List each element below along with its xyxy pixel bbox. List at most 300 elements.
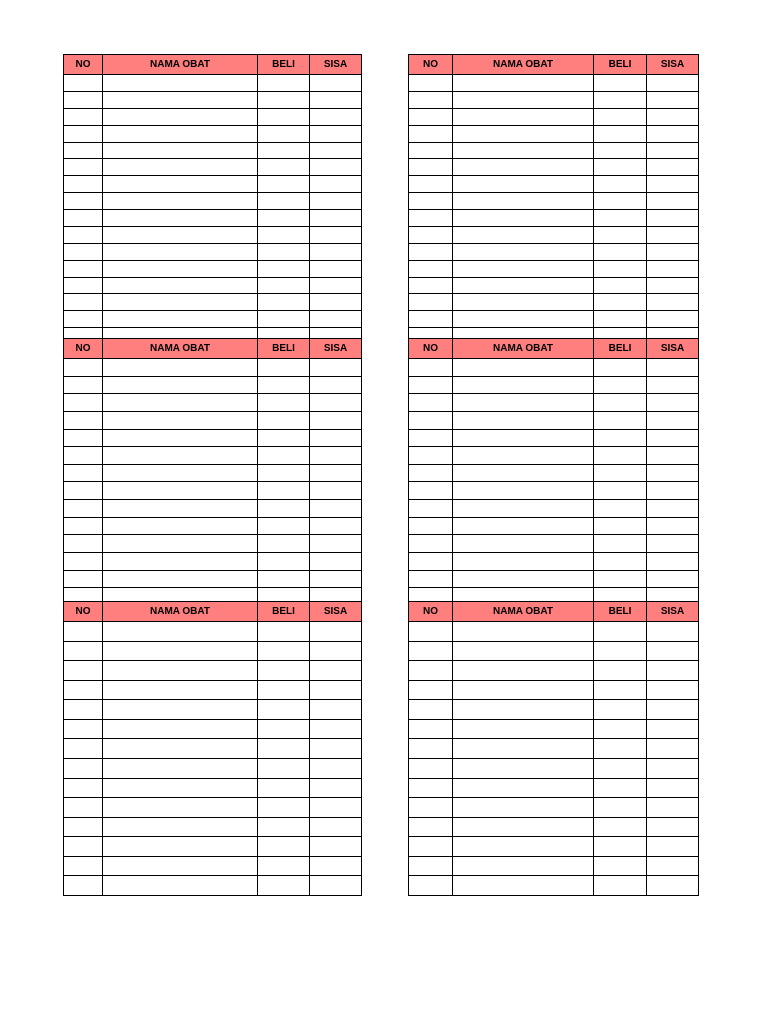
cell-beli[interactable] (594, 159, 647, 176)
cell-sisa[interactable] (310, 517, 362, 535)
cell-nama-obat[interactable] (103, 210, 258, 227)
cell-nama-obat[interactable] (453, 876, 594, 896)
cell-sisa[interactable] (647, 376, 699, 394)
cell-no[interactable] (64, 622, 103, 642)
cell-nama-obat[interactable] (103, 277, 258, 294)
cell-nama-obat[interactable] (103, 876, 258, 896)
cell-sisa[interactable] (310, 75, 362, 92)
cell-beli[interactable] (594, 108, 647, 125)
cell-nama-obat[interactable] (103, 108, 258, 125)
cell-no[interactable] (64, 500, 103, 518)
cell-no[interactable] (409, 570, 453, 588)
cell-beli[interactable] (594, 359, 647, 377)
cell-no[interactable] (409, 210, 453, 227)
cell-beli[interactable] (258, 739, 310, 759)
cell-sisa[interactable] (647, 91, 699, 108)
cell-sisa[interactable] (310, 159, 362, 176)
cell-nama-obat[interactable] (103, 517, 258, 535)
cell-no[interactable] (409, 500, 453, 518)
cell-sisa[interactable] (310, 294, 362, 311)
cell-no[interactable] (64, 142, 103, 159)
cell-beli[interactable] (594, 739, 647, 759)
cell-sisa[interactable] (310, 778, 362, 798)
cell-beli[interactable] (594, 700, 647, 720)
cell-nama-obat[interactable] (453, 226, 594, 243)
cell-no[interactable] (64, 482, 103, 500)
cell-nama-obat[interactable] (103, 837, 258, 857)
cell-beli[interactable] (594, 778, 647, 798)
cell-sisa[interactable] (647, 210, 699, 227)
cell-beli[interactable] (594, 817, 647, 837)
cell-beli[interactable] (258, 311, 310, 328)
cell-no[interactable] (409, 125, 453, 142)
cell-sisa[interactable] (310, 719, 362, 739)
cell-no[interactable] (64, 75, 103, 92)
cell-nama-obat[interactable] (453, 641, 594, 661)
cell-beli[interactable] (258, 394, 310, 412)
cell-nama-obat[interactable] (103, 622, 258, 642)
cell-no[interactable] (64, 680, 103, 700)
cell-no[interactable] (64, 359, 103, 377)
cell-no[interactable] (409, 277, 453, 294)
cell-nama-obat[interactable] (103, 758, 258, 778)
cell-nama-obat[interactable] (103, 553, 258, 571)
cell-nama-obat[interactable] (453, 411, 594, 429)
cell-beli[interactable] (594, 719, 647, 739)
cell-sisa[interactable] (310, 856, 362, 876)
cell-beli[interactable] (258, 482, 310, 500)
cell-sisa[interactable] (310, 758, 362, 778)
cell-sisa[interactable] (310, 661, 362, 681)
cell-nama-obat[interactable] (453, 758, 594, 778)
cell-beli[interactable] (594, 210, 647, 227)
cell-beli[interactable] (258, 719, 310, 739)
cell-no[interactable] (409, 758, 453, 778)
cell-nama-obat[interactable] (103, 176, 258, 193)
cell-nama-obat[interactable] (103, 700, 258, 720)
cell-beli[interactable] (258, 758, 310, 778)
cell-nama-obat[interactable] (453, 500, 594, 518)
cell-no[interactable] (64, 758, 103, 778)
cell-nama-obat[interactable] (453, 739, 594, 759)
cell-no[interactable] (409, 778, 453, 798)
cell-nama-obat[interactable] (103, 680, 258, 700)
cell-nama-obat[interactable] (453, 700, 594, 720)
cell-no[interactable] (64, 739, 103, 759)
cell-beli[interactable] (594, 641, 647, 661)
cell-nama-obat[interactable] (453, 570, 594, 588)
cell-sisa[interactable] (310, 176, 362, 193)
cell-sisa[interactable] (647, 798, 699, 818)
cell-beli[interactable] (594, 75, 647, 92)
cell-beli[interactable] (594, 464, 647, 482)
cell-sisa[interactable] (647, 429, 699, 447)
cell-nama-obat[interactable] (103, 817, 258, 837)
cell-nama-obat[interactable] (103, 641, 258, 661)
cell-nama-obat[interactable] (103, 193, 258, 210)
cell-sisa[interactable] (647, 142, 699, 159)
cell-beli[interactable] (594, 277, 647, 294)
cell-beli[interactable] (594, 125, 647, 142)
cell-beli[interactable] (594, 294, 647, 311)
cell-no[interactable] (409, 91, 453, 108)
cell-sisa[interactable] (647, 553, 699, 571)
cell-nama-obat[interactable] (103, 570, 258, 588)
cell-sisa[interactable] (647, 176, 699, 193)
cell-no[interactable] (64, 719, 103, 739)
cell-beli[interactable] (594, 680, 647, 700)
cell-sisa[interactable] (647, 641, 699, 661)
cell-no[interactable] (64, 277, 103, 294)
cell-sisa[interactable] (310, 570, 362, 588)
cell-nama-obat[interactable] (103, 661, 258, 681)
cell-nama-obat[interactable] (103, 778, 258, 798)
cell-sisa[interactable] (310, 817, 362, 837)
cell-nama-obat[interactable] (103, 376, 258, 394)
cell-beli[interactable] (594, 553, 647, 571)
cell-no[interactable] (64, 798, 103, 818)
cell-beli[interactable] (258, 429, 310, 447)
cell-no[interactable] (64, 778, 103, 798)
cell-beli[interactable] (258, 359, 310, 377)
cell-beli[interactable] (258, 661, 310, 681)
cell-beli[interactable] (258, 91, 310, 108)
cell-sisa[interactable] (647, 837, 699, 857)
cell-no[interactable] (409, 394, 453, 412)
cell-nama-obat[interactable] (103, 142, 258, 159)
cell-no[interactable] (409, 553, 453, 571)
cell-no[interactable] (64, 570, 103, 588)
cell-beli[interactable] (594, 91, 647, 108)
cell-no[interactable] (64, 535, 103, 553)
cell-nama-obat[interactable] (103, 311, 258, 328)
cell-beli[interactable] (594, 535, 647, 553)
cell-beli[interactable] (258, 700, 310, 720)
cell-sisa[interactable] (647, 700, 699, 720)
cell-no[interactable] (64, 876, 103, 896)
cell-sisa[interactable] (310, 376, 362, 394)
cell-sisa[interactable] (647, 125, 699, 142)
cell-beli[interactable] (258, 125, 310, 142)
cell-no[interactable] (64, 837, 103, 857)
cell-sisa[interactable] (310, 226, 362, 243)
cell-sisa[interactable] (310, 359, 362, 377)
cell-beli[interactable] (594, 837, 647, 857)
cell-beli[interactable] (594, 482, 647, 500)
cell-beli[interactable] (258, 447, 310, 465)
cell-sisa[interactable] (647, 464, 699, 482)
cell-no[interactable] (409, 142, 453, 159)
cell-nama-obat[interactable] (103, 739, 258, 759)
cell-sisa[interactable] (647, 359, 699, 377)
cell-sisa[interactable] (310, 91, 362, 108)
cell-beli[interactable] (258, 553, 310, 571)
cell-beli[interactable] (594, 311, 647, 328)
cell-no[interactable] (409, 641, 453, 661)
cell-nama-obat[interactable] (103, 91, 258, 108)
cell-nama-obat[interactable] (103, 500, 258, 518)
cell-nama-obat[interactable] (453, 517, 594, 535)
cell-nama-obat[interactable] (103, 159, 258, 176)
cell-beli[interactable] (594, 622, 647, 642)
cell-no[interactable] (64, 125, 103, 142)
cell-beli[interactable] (258, 411, 310, 429)
cell-nama-obat[interactable] (453, 447, 594, 465)
cell-nama-obat[interactable] (103, 464, 258, 482)
cell-sisa[interactable] (310, 535, 362, 553)
cell-no[interactable] (64, 411, 103, 429)
cell-no[interactable] (409, 739, 453, 759)
cell-sisa[interactable] (310, 108, 362, 125)
cell-nama-obat[interactable] (103, 798, 258, 818)
cell-sisa[interactable] (310, 622, 362, 642)
cell-beli[interactable] (594, 411, 647, 429)
cell-sisa[interactable] (647, 661, 699, 681)
cell-sisa[interactable] (647, 622, 699, 642)
cell-nama-obat[interactable] (453, 243, 594, 260)
cell-nama-obat[interactable] (103, 243, 258, 260)
cell-nama-obat[interactable] (453, 661, 594, 681)
cell-nama-obat[interactable] (103, 226, 258, 243)
cell-nama-obat[interactable] (453, 535, 594, 553)
cell-sisa[interactable] (647, 447, 699, 465)
cell-no[interactable] (64, 447, 103, 465)
cell-nama-obat[interactable] (453, 125, 594, 142)
cell-beli[interactable] (594, 142, 647, 159)
cell-nama-obat[interactable] (103, 125, 258, 142)
cell-sisa[interactable] (647, 411, 699, 429)
cell-no[interactable] (409, 260, 453, 277)
cell-nama-obat[interactable] (103, 294, 258, 311)
cell-beli[interactable] (594, 394, 647, 412)
cell-nama-obat[interactable] (453, 359, 594, 377)
cell-beli[interactable] (258, 837, 310, 857)
cell-beli[interactable] (258, 226, 310, 243)
cell-beli[interactable] (258, 500, 310, 518)
cell-sisa[interactable] (647, 570, 699, 588)
cell-nama-obat[interactable] (453, 622, 594, 642)
cell-nama-obat[interactable] (453, 482, 594, 500)
cell-no[interactable] (409, 243, 453, 260)
cell-beli[interactable] (594, 447, 647, 465)
cell-no[interactable] (409, 411, 453, 429)
cell-no[interactable] (409, 661, 453, 681)
cell-nama-obat[interactable] (453, 159, 594, 176)
cell-sisa[interactable] (647, 294, 699, 311)
cell-beli[interactable] (258, 176, 310, 193)
cell-sisa[interactable] (647, 758, 699, 778)
cell-sisa[interactable] (310, 739, 362, 759)
cell-nama-obat[interactable] (453, 837, 594, 857)
cell-nama-obat[interactable] (103, 447, 258, 465)
cell-no[interactable] (64, 661, 103, 681)
cell-no[interactable] (409, 517, 453, 535)
cell-no[interactable] (409, 226, 453, 243)
cell-no[interactable] (64, 243, 103, 260)
cell-no[interactable] (409, 311, 453, 328)
cell-nama-obat[interactable] (453, 394, 594, 412)
cell-nama-obat[interactable] (453, 376, 594, 394)
cell-sisa[interactable] (310, 837, 362, 857)
cell-no[interactable] (409, 193, 453, 210)
cell-nama-obat[interactable] (453, 311, 594, 328)
cell-beli[interactable] (594, 193, 647, 210)
cell-beli[interactable] (258, 159, 310, 176)
cell-beli[interactable] (258, 798, 310, 818)
cell-no[interactable] (64, 176, 103, 193)
cell-sisa[interactable] (647, 159, 699, 176)
cell-nama-obat[interactable] (453, 277, 594, 294)
cell-sisa[interactable] (647, 680, 699, 700)
cell-nama-obat[interactable] (453, 798, 594, 818)
cell-beli[interactable] (258, 856, 310, 876)
cell-beli[interactable] (258, 778, 310, 798)
cell-sisa[interactable] (647, 108, 699, 125)
cell-nama-obat[interactable] (453, 553, 594, 571)
cell-sisa[interactable] (647, 739, 699, 759)
cell-beli[interactable] (594, 500, 647, 518)
cell-beli[interactable] (594, 876, 647, 896)
cell-sisa[interactable] (310, 277, 362, 294)
cell-no[interactable] (409, 837, 453, 857)
cell-no[interactable] (409, 876, 453, 896)
cell-no[interactable] (64, 210, 103, 227)
cell-nama-obat[interactable] (103, 359, 258, 377)
cell-sisa[interactable] (647, 193, 699, 210)
cell-sisa[interactable] (310, 243, 362, 260)
cell-beli[interactable] (258, 876, 310, 896)
cell-no[interactable] (64, 260, 103, 277)
cell-sisa[interactable] (647, 778, 699, 798)
cell-nama-obat[interactable] (453, 260, 594, 277)
cell-beli[interactable] (258, 210, 310, 227)
cell-beli[interactable] (258, 517, 310, 535)
cell-beli[interactable] (258, 376, 310, 394)
cell-beli[interactable] (594, 856, 647, 876)
cell-sisa[interactable] (647, 277, 699, 294)
cell-beli[interactable] (594, 758, 647, 778)
cell-beli[interactable] (594, 570, 647, 588)
cell-beli[interactable] (594, 176, 647, 193)
cell-beli[interactable] (258, 277, 310, 294)
cell-sisa[interactable] (310, 500, 362, 518)
cell-sisa[interactable] (647, 243, 699, 260)
cell-nama-obat[interactable] (453, 75, 594, 92)
cell-nama-obat[interactable] (453, 176, 594, 193)
cell-no[interactable] (409, 535, 453, 553)
cell-sisa[interactable] (310, 394, 362, 412)
cell-sisa[interactable] (310, 311, 362, 328)
cell-no[interactable] (64, 553, 103, 571)
cell-no[interactable] (64, 817, 103, 837)
cell-no[interactable] (64, 394, 103, 412)
cell-nama-obat[interactable] (453, 719, 594, 739)
cell-nama-obat[interactable] (453, 210, 594, 227)
cell-beli[interactable] (594, 517, 647, 535)
cell-beli[interactable] (594, 226, 647, 243)
cell-sisa[interactable] (310, 447, 362, 465)
cell-nama-obat[interactable] (103, 719, 258, 739)
cell-nama-obat[interactable] (453, 464, 594, 482)
cell-nama-obat[interactable] (453, 294, 594, 311)
cell-beli[interactable] (258, 243, 310, 260)
cell-sisa[interactable] (310, 641, 362, 661)
cell-beli[interactable] (258, 193, 310, 210)
cell-beli[interactable] (594, 661, 647, 681)
cell-no[interactable] (409, 376, 453, 394)
cell-no[interactable] (409, 622, 453, 642)
cell-no[interactable] (64, 193, 103, 210)
cell-no[interactable] (409, 159, 453, 176)
cell-beli[interactable] (258, 142, 310, 159)
cell-no[interactable] (409, 108, 453, 125)
cell-no[interactable] (409, 176, 453, 193)
cell-no[interactable] (64, 226, 103, 243)
cell-no[interactable] (64, 294, 103, 311)
cell-nama-obat[interactable] (453, 193, 594, 210)
cell-no[interactable] (64, 464, 103, 482)
cell-no[interactable] (64, 376, 103, 394)
cell-beli[interactable] (258, 622, 310, 642)
cell-nama-obat[interactable] (103, 394, 258, 412)
cell-sisa[interactable] (647, 482, 699, 500)
cell-sisa[interactable] (647, 535, 699, 553)
cell-sisa[interactable] (310, 680, 362, 700)
cell-sisa[interactable] (310, 125, 362, 142)
cell-no[interactable] (409, 359, 453, 377)
cell-sisa[interactable] (310, 876, 362, 896)
cell-beli[interactable] (594, 429, 647, 447)
cell-nama-obat[interactable] (103, 429, 258, 447)
cell-no[interactable] (409, 817, 453, 837)
cell-no[interactable] (64, 108, 103, 125)
cell-beli[interactable] (258, 464, 310, 482)
cell-nama-obat[interactable] (453, 108, 594, 125)
cell-sisa[interactable] (310, 464, 362, 482)
cell-no[interactable] (409, 700, 453, 720)
cell-nama-obat[interactable] (103, 482, 258, 500)
cell-beli[interactable] (258, 817, 310, 837)
cell-sisa[interactable] (310, 429, 362, 447)
cell-no[interactable] (409, 447, 453, 465)
cell-sisa[interactable] (310, 553, 362, 571)
cell-no[interactable] (64, 641, 103, 661)
cell-sisa[interactable] (647, 856, 699, 876)
cell-beli[interactable] (258, 570, 310, 588)
cell-sisa[interactable] (647, 394, 699, 412)
cell-no[interactable] (409, 719, 453, 739)
cell-beli[interactable] (258, 260, 310, 277)
cell-no[interactable] (64, 429, 103, 447)
cell-sisa[interactable] (647, 517, 699, 535)
cell-no[interactable] (409, 75, 453, 92)
cell-beli[interactable] (258, 294, 310, 311)
cell-sisa[interactable] (647, 876, 699, 896)
cell-nama-obat[interactable] (103, 411, 258, 429)
cell-sisa[interactable] (310, 482, 362, 500)
cell-nama-obat[interactable] (453, 778, 594, 798)
cell-sisa[interactable] (647, 226, 699, 243)
cell-sisa[interactable] (310, 798, 362, 818)
cell-nama-obat[interactable] (453, 817, 594, 837)
cell-nama-obat[interactable] (103, 75, 258, 92)
cell-nama-obat[interactable] (453, 856, 594, 876)
cell-no[interactable] (64, 311, 103, 328)
cell-beli[interactable] (594, 376, 647, 394)
cell-sisa[interactable] (647, 260, 699, 277)
cell-no[interactable] (409, 429, 453, 447)
cell-beli[interactable] (258, 108, 310, 125)
